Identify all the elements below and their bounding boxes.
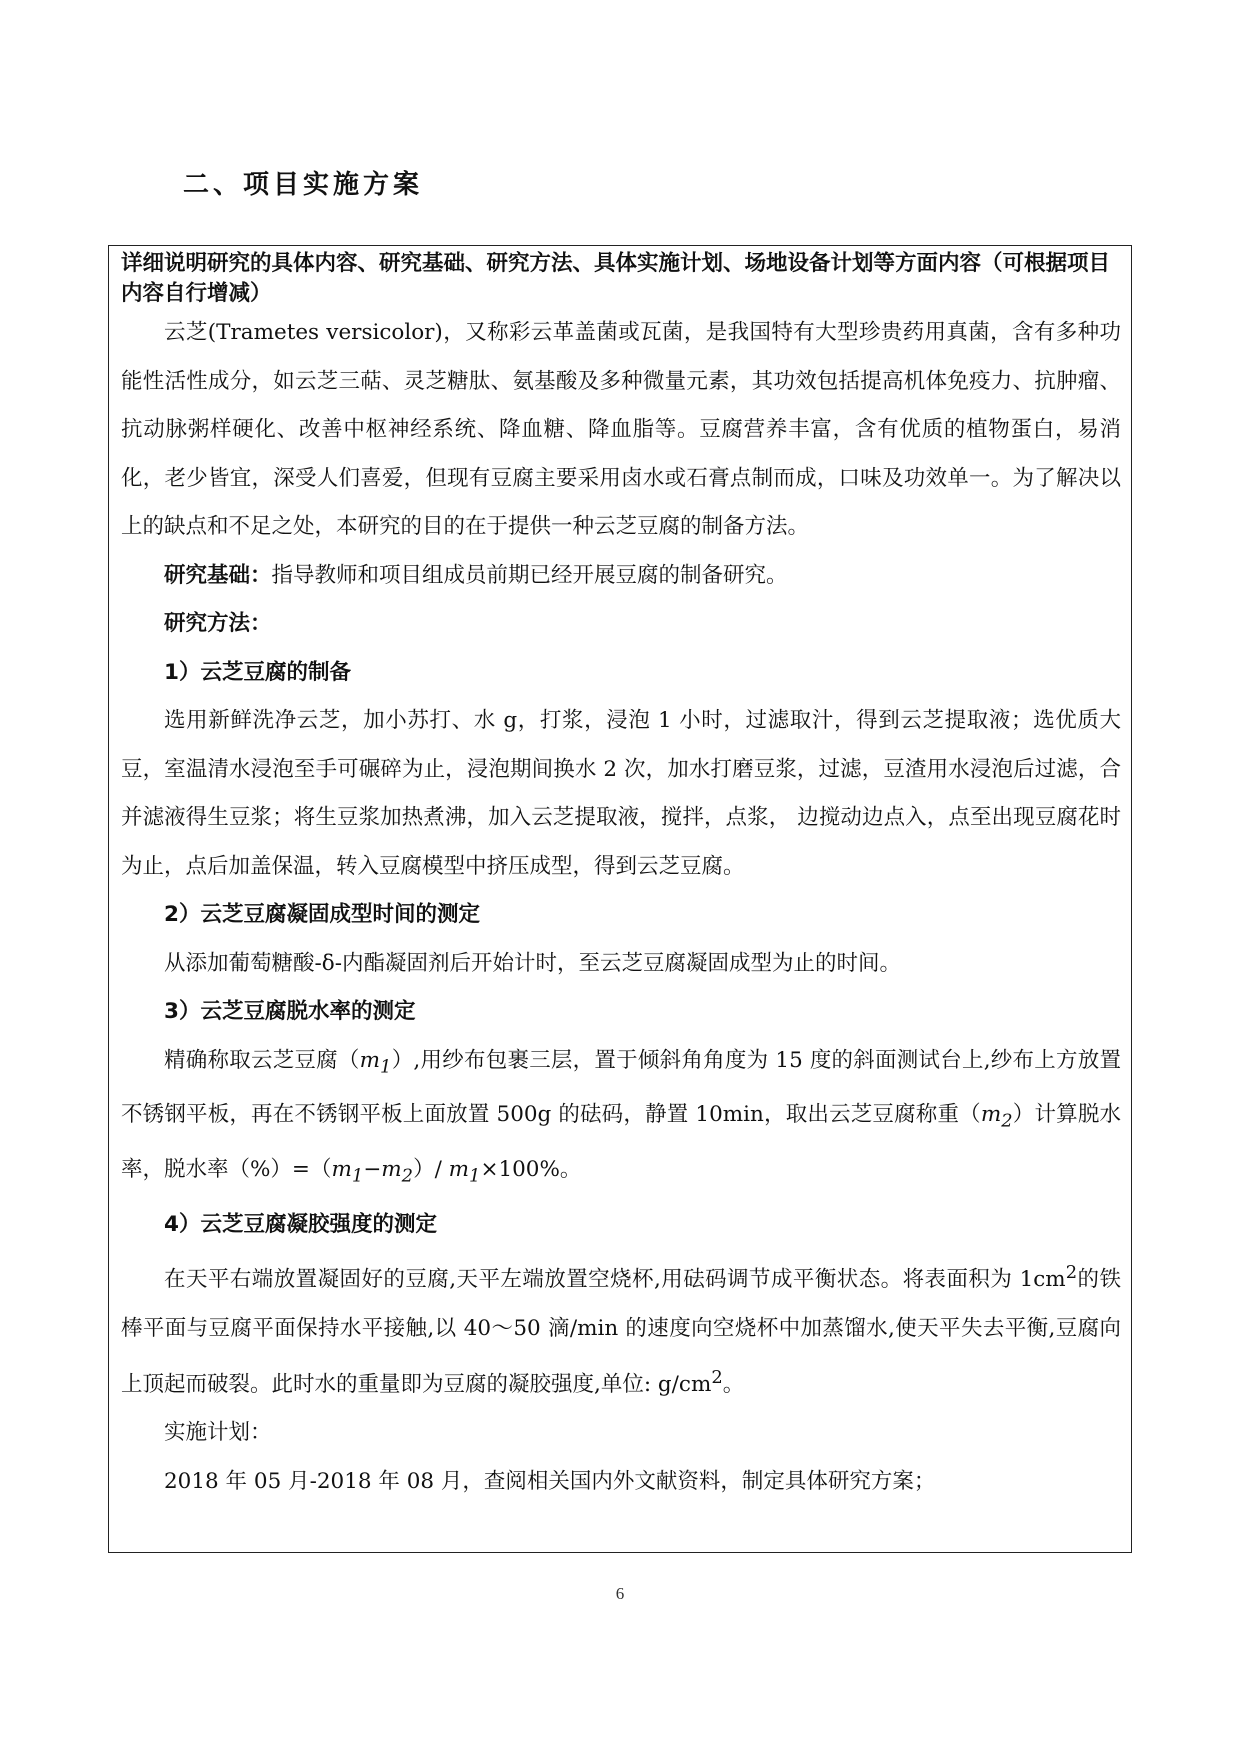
m3-text-c: ）计算脱水率，脱水率（%）=（ (121, 1102, 1121, 1183)
m3-formula-m2: m (381, 1157, 402, 1183)
m3-sub-1: 1 (380, 1055, 392, 1077)
m3-var-m1: m (359, 1047, 381, 1073)
methods-label: 研究方法： (164, 611, 272, 636)
plan-label: 实施计划： (164, 1420, 272, 1446)
m4-text-a: 在天平右端放置凝固好的豆腐,天平左端放置空烧杯,用砝码调节成平衡状态。将表面积为 1cm (164, 1267, 1066, 1293)
m4-text-c: 。 (722, 1371, 745, 1397)
m3-formula-m1-denominator: m (448, 1157, 470, 1183)
m3-formula-m1: m (331, 1157, 352, 1183)
basis-paragraph (121, 552, 1121, 601)
section-heading: 二、项目实施方案 (183, 170, 424, 200)
basis-label: 研究基础： (164, 562, 272, 588)
m3-text-d: ）/ (413, 1157, 449, 1183)
method-2-text: 从添加葡萄糖酸-δ-内酯凝固剂后开始计时，至云芝豆腐凝固成型为止的时间。 (164, 950, 901, 976)
m4-text-b: 的铁棒平面与豆腐平面保持水平接触,以 40～50 滴/min 的速度向空烧杯中加蒸馏水,使天平失去平衡,豆腐向上顶起而破裂。此时水的重量即为豆腐的凝胶强度,单位: g/cm (121, 1267, 1121, 1397)
m3-dash: − (363, 1157, 382, 1183)
method-2-title: 2）云芝豆腐凝固成型时间的测定 (164, 902, 480, 927)
method-1-text: 选用新鲜洗净云芝，加小苏打、水 g，打浆，浸泡 1 小时，过滤取汁，得到云芝提取液；选优质大豆，室温清水浸泡至手可碾碎为止，浸泡期间换水 2 次，加水打磨豆浆，过滤，豆渣用水浸泡后过滤，合并滤液得生豆浆；将生豆浆加热煮沸，加入云芝提取液，搅拌，点浆， 边搅动边点入，点至出现豆腐花时为止，点后加盖保温，转入豆腐模型中挤压成型，得到云芝豆腐。 (121, 708, 1121, 879)
method-4-title: 4）云芝豆腐凝胶强度的测定 (164, 1211, 437, 1237)
plan-item-1: 2018 年 05 月-2018 年 08 月，查阅相关国内外文献资料，制定具体研究方案； (164, 1468, 936, 1494)
m3-formula-sub-1-denominator: 1 (469, 1165, 481, 1187)
m3-var-m2: m (980, 1102, 1002, 1128)
method-1-title: 1）云芝豆腐的制备 (164, 659, 351, 685)
m4-sup-1: 2 (1065, 1262, 1078, 1284)
content-box-inner (121, 246, 1121, 1506)
box-header: 详细说明研究的具体内容、研究基础、研究方法、具体实施计划、场地设备计划等方面内容（可根据项目内容自行增减） (121, 251, 1111, 306)
page-number: 6 (615, 1584, 625, 1603)
m4-sup-2: 2 (711, 1366, 723, 1388)
m3-formula-sub-1: 1 (351, 1165, 364, 1187)
m3-text-e: ×100%。 (480, 1157, 582, 1183)
basis-text: 指导教师和项目组成员前期已经开展豆腐的制备研究。 (271, 562, 788, 588)
content-box (108, 245, 1132, 1553)
m3-formula-sub-2: 2 (401, 1165, 414, 1187)
intro-paragraph: 云芝(Trametes versicolor)，又称彩云革盖菌或瓦菌，是我国特有大型珍贵药用真菌，含有多种功能性活性成分，如云芝三萜、灵芝糖肽、氨基酸及多种微量元素，其功效包括提高机体免疫力、抗肿瘤、抗动脉粥样硬化、改善中枢神经系统、降血糖、降血脂等。豆腐营养丰富，含有优质的植物蛋白，易消化，老少皆宜，深受人们喜爱，但现有豆腐主要采用卤水或石膏点制而成，口味及功效单一。为了解决以上的缺点和不足之处，本研究的目的在于提供一种云芝豆腐的制备方法。 (121, 320, 1121, 539)
method-4-text (121, 1249, 1121, 1409)
method-3-text (121, 1037, 1121, 1201)
m3-text-b: ）,用纱布包裹三层，置于倾斜角角度为 15 度的斜面测试台上,纱布上方放置不锈钢平板，再在不锈钢平板上面放置 500g 的砝码，静置 10min，取出云芝豆腐称重（ (121, 1047, 1121, 1128)
method-3-title: 3）云芝豆腐脱水率的测定 (164, 999, 416, 1024)
m3-text-a: 精确称取云芝豆腐（ (164, 1047, 360, 1073)
m3-sub-2: 2 (1001, 1110, 1013, 1132)
